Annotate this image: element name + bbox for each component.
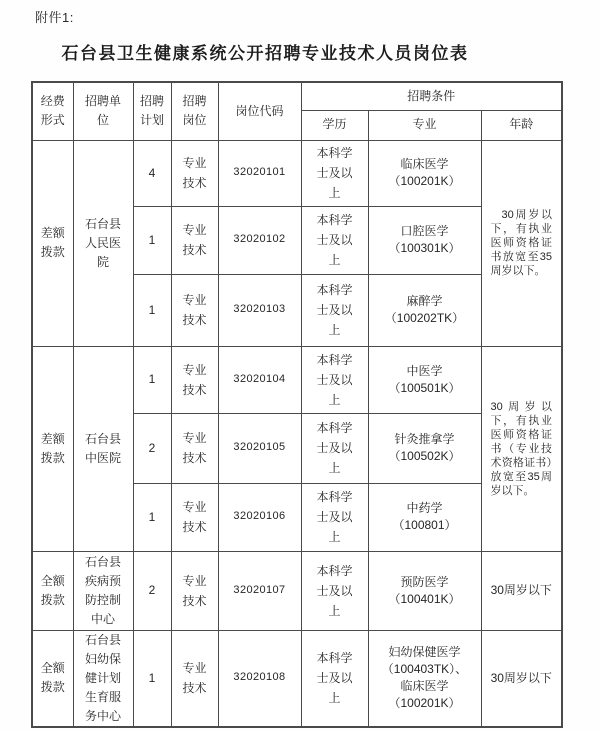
cell-recruit-plan: 1 <box>133 206 171 274</box>
cell-recruiting-unit: 石台县中医院 <box>73 346 133 551</box>
cell-recruit-post: 专业技术 <box>171 206 218 274</box>
cell-recruit-post: 专业技术 <box>171 630 218 727</box>
cell-major: 针灸推拿学 （100502K） <box>368 413 481 483</box>
cell-post-code: 32020108 <box>218 630 301 727</box>
cell-age: 30周岁以下 <box>481 551 562 630</box>
cell-education: 本科学士及以上 <box>301 140 368 206</box>
table-header-row-1 <box>32 82 562 110</box>
header-funding-form: 经费形式 <box>32 82 73 140</box>
cell-major: 中医学 （100501K） <box>368 346 481 413</box>
cell-post-code: 32020107 <box>218 551 301 630</box>
cell-funding-form: 全额拨款 <box>32 630 73 727</box>
cell-recruit-plan: 1 <box>133 483 171 551</box>
header-education: 学历 <box>301 110 368 140</box>
header-recruit-plan: 招聘计划 <box>133 82 171 140</box>
header-recruit-post: 招聘岗位 <box>171 82 218 140</box>
cell-funding-form: 差额拨款 <box>32 140 73 346</box>
cell-major: 妇幼保健医学 （100403TK）、 临床医学 （100201K） <box>368 630 481 727</box>
cell-post-code: 32020106 <box>218 483 301 551</box>
header-recruiting-unit: 招聘单位 <box>73 82 133 140</box>
cell-education: 本科学士及以上 <box>301 346 368 413</box>
header-age: 年龄 <box>481 110 562 140</box>
cell-major: 口腔医学 （100301K） <box>368 206 481 274</box>
cell-major: 临床医学 （100201K） <box>368 140 481 206</box>
header-conditions: 招聘条件 <box>301 82 562 110</box>
cell-recruit-post: 专业技术 <box>171 346 218 413</box>
cell-recruit-post: 专业技术 <box>171 274 218 346</box>
job-positions-table <box>31 81 563 728</box>
table-row <box>32 630 562 727</box>
page-title: 石台县卫生健康系统公开招聘专业技术人员岗位表 <box>61 44 469 63</box>
cell-recruit-plan: 4 <box>133 140 171 206</box>
attachment-label: 附件1: <box>35 10 74 25</box>
cell-age: 30周岁以下 <box>481 630 562 727</box>
cell-funding-form: 差额拨款 <box>32 346 73 551</box>
cell-major: 预防医学 （100401K） <box>368 551 481 630</box>
cell-recruit-post: 专业技术 <box>171 551 218 630</box>
cell-recruiting-unit: 石台县人民医院 <box>73 140 133 346</box>
cell-post-code: 32020104 <box>218 346 301 413</box>
cell-recruit-plan: 1 <box>133 274 171 346</box>
header-post-code: 岗位代码 <box>218 82 301 140</box>
cell-post-code: 32020105 <box>218 413 301 483</box>
cell-education: 本科学士及以上 <box>301 551 368 630</box>
cell-major: 麻醉学 （100202TK） <box>368 274 481 346</box>
table-row <box>32 551 562 630</box>
table-row <box>32 346 562 413</box>
cell-recruit-plan: 1 <box>133 630 171 727</box>
cell-education: 本科学士及以上 <box>301 483 368 551</box>
header-major: 专业 <box>368 110 481 140</box>
cell-recruiting-unit: 石台县妇幼保健计划生育服务中心 <box>73 630 133 727</box>
cell-recruit-post: 专业技术 <box>171 483 218 551</box>
cell-education: 本科学士及以上 <box>301 413 368 483</box>
table-row <box>32 140 562 206</box>
cell-recruit-plan: 2 <box>133 413 171 483</box>
cell-post-code: 32020102 <box>218 206 301 274</box>
cell-education: 本科学士及以上 <box>301 206 368 274</box>
cell-recruit-plan: 2 <box>133 551 171 630</box>
cell-education: 本科学士及以上 <box>301 630 368 727</box>
cell-post-code: 32020101 <box>218 140 301 206</box>
table-body <box>32 140 562 727</box>
cell-education: 本科学士及以上 <box>301 274 368 346</box>
cell-recruit-plan: 1 <box>133 346 171 413</box>
cell-recruiting-unit: 石台县疾病预防控制中心 <box>73 551 133 630</box>
cell-age: 30周岁以下，有执业医师资格证书（专业技术资格证书）放宽至35周岁以下。 <box>481 346 562 551</box>
cell-age: 30周岁以下，有执业医师资格证书放宽至35周岁以下。 <box>481 140 562 346</box>
cell-recruit-post: 专业技术 <box>171 413 218 483</box>
cell-funding-form: 全额拨款 <box>32 551 73 630</box>
cell-major: 中药学 （100801） <box>368 483 481 551</box>
cell-post-code: 32020103 <box>218 274 301 346</box>
cell-recruit-post: 专业技术 <box>171 140 218 206</box>
